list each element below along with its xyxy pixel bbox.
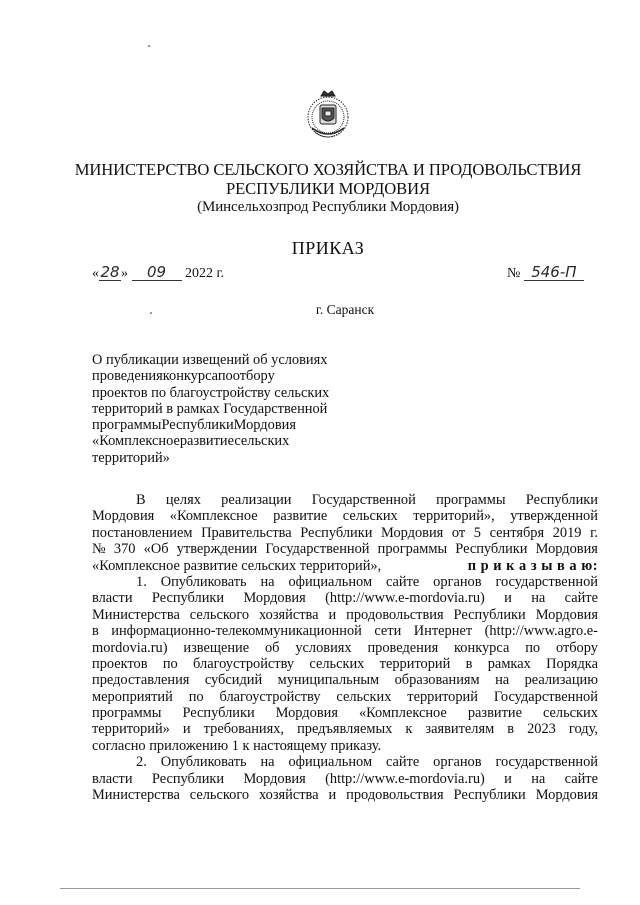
body-word: Интернет (413, 623, 473, 640)
body-word: Республики (455, 541, 528, 558)
subject-word: сельских (234, 433, 290, 450)
body-word: сельского (189, 787, 250, 804)
body-word: и (328, 606, 337, 623)
body-word: официальном (288, 573, 373, 590)
body-word: сельских (336, 688, 392, 705)
body-word: условиях (295, 639, 352, 656)
body-line (92, 771, 598, 787)
body-word: программы (436, 492, 506, 508)
body-line (92, 508, 598, 524)
body-word: 2. (136, 754, 147, 771)
body-word: благоустройству (193, 655, 295, 672)
body-word: постановлением (92, 524, 193, 541)
subject-word: проектов по благоустройству сельских (92, 384, 330, 401)
body-word: органов (433, 573, 482, 590)
subject-line (92, 368, 353, 384)
ministry-name-line2: РЕСПУБЛИКИ МОРДОВИЯ (226, 179, 430, 198)
subject-word: Мордовия (233, 417, 296, 434)
body-word: Государственной (265, 541, 370, 558)
body-word: «Об (143, 541, 169, 558)
body-line (92, 705, 598, 721)
body-word: сайте (385, 754, 420, 771)
body-word: (http://www.e-mordovia.ru) (325, 770, 485, 787)
body-word: власти (92, 770, 133, 787)
body-word: утверждении (176, 541, 258, 558)
body-word: Государственной (311, 492, 416, 508)
body-line (92, 607, 598, 623)
body-word: Республики (453, 606, 526, 623)
subject-line (92, 401, 353, 417)
subject-word: конкурса (162, 368, 218, 385)
body-word: 2023 (527, 721, 556, 738)
subject-word: территорий в рамках Государственной (92, 400, 328, 417)
body-word: проведения (367, 639, 439, 656)
body-word: В (136, 492, 146, 508)
body-word: программы (377, 541, 448, 558)
body-line (92, 689, 598, 705)
subject-word: территорий» (92, 449, 170, 466)
body-word: Республики (151, 770, 225, 787)
body-word: развитие (273, 508, 328, 525)
body-word: Правительства (201, 524, 292, 541)
page-bottom-edge (60, 888, 580, 889)
body-word: требованиях, (203, 721, 285, 738)
body-line (92, 492, 598, 508)
body-line (92, 558, 598, 574)
body-word: муниципальным (277, 672, 380, 689)
body-word: Республики (182, 705, 255, 722)
body-word: целях (165, 492, 201, 508)
body-word: в (92, 623, 99, 640)
body-word: Мордовия (275, 705, 338, 722)
body-word: территорий», (413, 508, 495, 525)
body-word: № (92, 541, 106, 558)
body-line (92, 656, 598, 672)
body-word: Порядка (546, 655, 598, 672)
body-line (92, 640, 598, 656)
body-word: году, (568, 721, 598, 738)
number-value: 546-П (524, 264, 584, 281)
body-word: в (507, 721, 515, 738)
number-prefix: № (507, 266, 521, 281)
body-word: 370 (113, 541, 136, 558)
subject-line (92, 417, 353, 433)
body-word: и (182, 721, 191, 738)
subject-word: О публикации извещений об условиях (92, 352, 328, 368)
document-type-title: ПРИКАЗ (291, 238, 365, 258)
body-line (92, 787, 598, 803)
order-number (507, 264, 584, 282)
body-word: (http://www.e-mordovia.ru) (325, 590, 485, 607)
body-word: Опубликовать (160, 573, 247, 590)
city-name: г. Саранск (315, 302, 375, 317)
body-word: и (504, 770, 512, 787)
body-line (92, 541, 598, 557)
body-line (92, 754, 598, 770)
body-word: об (264, 639, 280, 656)
body-word: Мордовия (535, 787, 598, 804)
body-word: информационно-телекоммуникационной (111, 623, 362, 640)
order-date (92, 264, 224, 282)
body-word: 2019 (552, 524, 582, 541)
ministry-header (60, 160, 596, 217)
subject-line (92, 352, 353, 368)
date-day: 28 (100, 263, 120, 281)
body-word: официальном (288, 754, 373, 771)
body-word: Республики (525, 492, 598, 508)
body-word: по (188, 688, 204, 705)
body-word: Мордовия (381, 524, 444, 541)
body-word: «Комплексное (358, 705, 447, 722)
body-word: субсидий (204, 672, 263, 689)
body-word: продовольствия (346, 787, 444, 804)
body-line (92, 721, 598, 737)
body-word: на (495, 672, 510, 689)
order-body-text (92, 492, 598, 803)
body-word: органов (433, 754, 482, 771)
date-month: 09 (132, 264, 182, 281)
scan-speck (148, 45, 150, 47)
body-word: Республики (453, 787, 526, 804)
body-word: сайте (564, 590, 598, 607)
body-word: утвержденной (510, 508, 598, 525)
body-word: государственной (495, 754, 598, 771)
body-word: государственной (495, 573, 598, 590)
body-word: проектов (92, 655, 148, 672)
body-word: благоустройству (219, 688, 321, 705)
body-word: к (405, 721, 413, 738)
body-word: развитие (467, 705, 522, 722)
body-word: сети (374, 623, 402, 640)
body-word: в (465, 655, 473, 672)
body-word: отбору (555, 639, 598, 656)
date-open-quote: « (92, 266, 99, 281)
body-word: на (531, 770, 546, 787)
body-word: и (504, 590, 512, 607)
order-directive: п р и к а з ы в а ю: (467, 557, 598, 574)
body-word: хозяйства (259, 787, 319, 804)
coat-of-arms-emblem (303, 88, 353, 144)
body-word: по (525, 639, 541, 656)
subject-word: проведения (92, 368, 163, 385)
body-word: на (531, 590, 546, 607)
body-word: Мордовия (92, 508, 155, 525)
body-word: сельских (309, 655, 365, 672)
body-word: сельских (342, 508, 398, 525)
body-word: от (451, 524, 466, 541)
body-word: Республики (151, 590, 225, 607)
body-word: реализацию (524, 672, 598, 689)
date-close-quote: » (121, 266, 128, 281)
body-word: Республики (300, 524, 373, 541)
body-word: сельского (189, 606, 250, 623)
body-word: г. (590, 524, 598, 541)
body-word: территорий (379, 655, 451, 672)
body-word: mordovia.ru) (92, 639, 168, 656)
body-word: предоставления (92, 672, 190, 689)
body-word: предъявляемых (297, 721, 393, 738)
scan-speck (150, 312, 152, 314)
body-word: 5 (473, 524, 481, 541)
body-word: территорий (407, 688, 478, 705)
body-word: Опубликовать (160, 754, 247, 771)
body-word: власти (92, 590, 133, 607)
body-word: мероприятий (92, 688, 173, 705)
date-year: 2022 г. (185, 266, 225, 281)
subject-word: «Комплексное (92, 433, 180, 450)
subject-line (92, 433, 353, 449)
body-word: 1. (136, 573, 147, 590)
body-word: Мордовия (535, 541, 598, 558)
body-line (92, 590, 598, 606)
body-word: Мордовия (243, 590, 306, 607)
subject-word: отбору (232, 368, 275, 385)
ministry-name-line1: МИНИСТЕРСТВО СЕЛЬСКОГО ХОЗЯЙСТВА И ПРОДОВОЛЬСТВИЯ (74, 160, 582, 179)
body-word: и (328, 787, 337, 804)
body-word: Мордовия (535, 606, 598, 623)
body-word: Мордовия (243, 770, 306, 787)
body-word: сельских (542, 705, 598, 722)
body-word: рамках (487, 655, 531, 672)
ministry-short-name: (Минсельхозпрод Республики Мордовия) (197, 199, 459, 215)
body-word: согласно приложению 1 к настоящему приказу. (92, 737, 382, 754)
body-word: извещение (183, 639, 250, 656)
order-subject (92, 352, 353, 466)
body-word: «Комплексное (169, 508, 258, 525)
body-word: Министерства (92, 606, 180, 623)
body-word: сайте (385, 573, 420, 590)
body-word: сайте (564, 770, 598, 787)
body-line (92, 672, 598, 688)
body-word: по (162, 655, 178, 672)
body-word: на (260, 754, 275, 771)
body-word: территорий» (92, 721, 170, 738)
subject-line (92, 450, 353, 466)
body-word: «Комплексное развитие сельских территорий», (92, 557, 382, 574)
body-line (92, 574, 598, 590)
body-word: образованиям (394, 672, 480, 689)
body-word: программы (92, 705, 162, 722)
body-word: Министерства (92, 787, 180, 804)
subject-line (92, 385, 353, 401)
body-line (92, 525, 598, 541)
body-word: на (260, 573, 275, 590)
subject-word: Республики (161, 417, 234, 434)
body-word: Государственной (493, 688, 598, 705)
subject-word: по (217, 368, 233, 385)
body-word: (http://www.agro.e- (484, 623, 598, 640)
body-word: продовольствия (346, 606, 444, 623)
body-word: хозяйства (259, 606, 319, 623)
body-word: конкурса (454, 639, 510, 656)
body-line (92, 738, 598, 754)
body-word: заявителям (425, 721, 495, 738)
subject-word: программы (92, 417, 162, 434)
subject-word: развитие (179, 433, 235, 450)
body-word: сентября (489, 524, 545, 541)
body-line (92, 623, 598, 639)
body-word: реализации (221, 492, 292, 508)
